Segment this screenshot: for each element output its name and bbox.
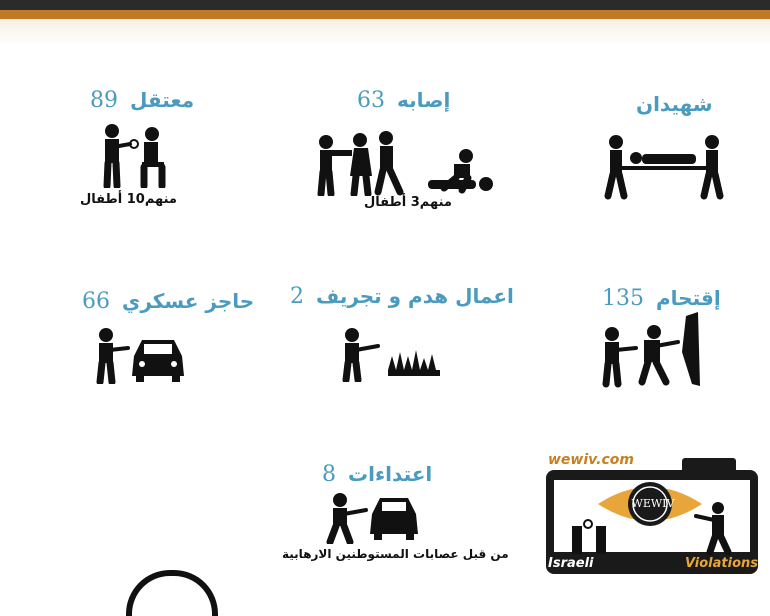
attacks-note: من قبل عصابات المستوطنين الارهابية xyxy=(282,547,509,561)
detainees-note: منهم10 أطفال xyxy=(80,192,177,207)
logo-wordmark: WEWIV xyxy=(631,497,675,510)
stat-checkpoints xyxy=(82,289,254,314)
stat-detainees-number: 89 xyxy=(90,88,118,113)
stat-checkpoints-number: 66 xyxy=(82,289,110,314)
stat-checkpoints-label: حاجز عسكري xyxy=(122,289,255,313)
stat-martyrs xyxy=(636,92,713,116)
detainees-icon xyxy=(98,122,174,188)
header-fade xyxy=(0,19,770,45)
settler-attack-icon xyxy=(326,492,422,544)
stat-raids-label: إقتحام xyxy=(656,286,721,310)
demolition-icon xyxy=(338,326,442,382)
stat-demolitions-label: اعمال هدم و تجريف xyxy=(316,284,514,308)
logo-url: wewiv.com xyxy=(548,452,634,468)
header-accent-stripe xyxy=(0,10,770,19)
stat-demolitions xyxy=(290,284,514,309)
stat-injuries-label: إصابه xyxy=(397,88,451,112)
stat-raids-number: 135 xyxy=(602,286,644,311)
logo-caption-left: Israeli xyxy=(548,556,594,571)
injuries-icon xyxy=(316,130,500,196)
stat-raids xyxy=(602,286,721,311)
checkpoint-icon xyxy=(92,326,188,384)
martyrs-stretcher-icon xyxy=(600,132,728,200)
stat-injuries-number: 63 xyxy=(357,88,385,113)
header-bar xyxy=(0,0,770,10)
stat-attacks xyxy=(322,462,432,487)
logo-caption-right: Violations xyxy=(684,556,758,571)
bottom-ring-decoration xyxy=(126,570,218,616)
stat-attacks-number: 8 xyxy=(322,462,336,487)
stat-detainees-label: معتقل xyxy=(130,88,195,112)
injuries-note: منهم3 أطفال xyxy=(364,195,452,210)
stat-attacks-label: اعتداءات xyxy=(348,462,433,486)
raid-soldiers-icon xyxy=(598,312,706,388)
logo-caption xyxy=(548,556,758,571)
stat-martyrs-label: شهيدان xyxy=(636,92,713,116)
stat-injuries xyxy=(357,88,450,113)
stat-demolitions-number: 2 xyxy=(290,284,304,309)
stat-detainees xyxy=(90,88,194,113)
